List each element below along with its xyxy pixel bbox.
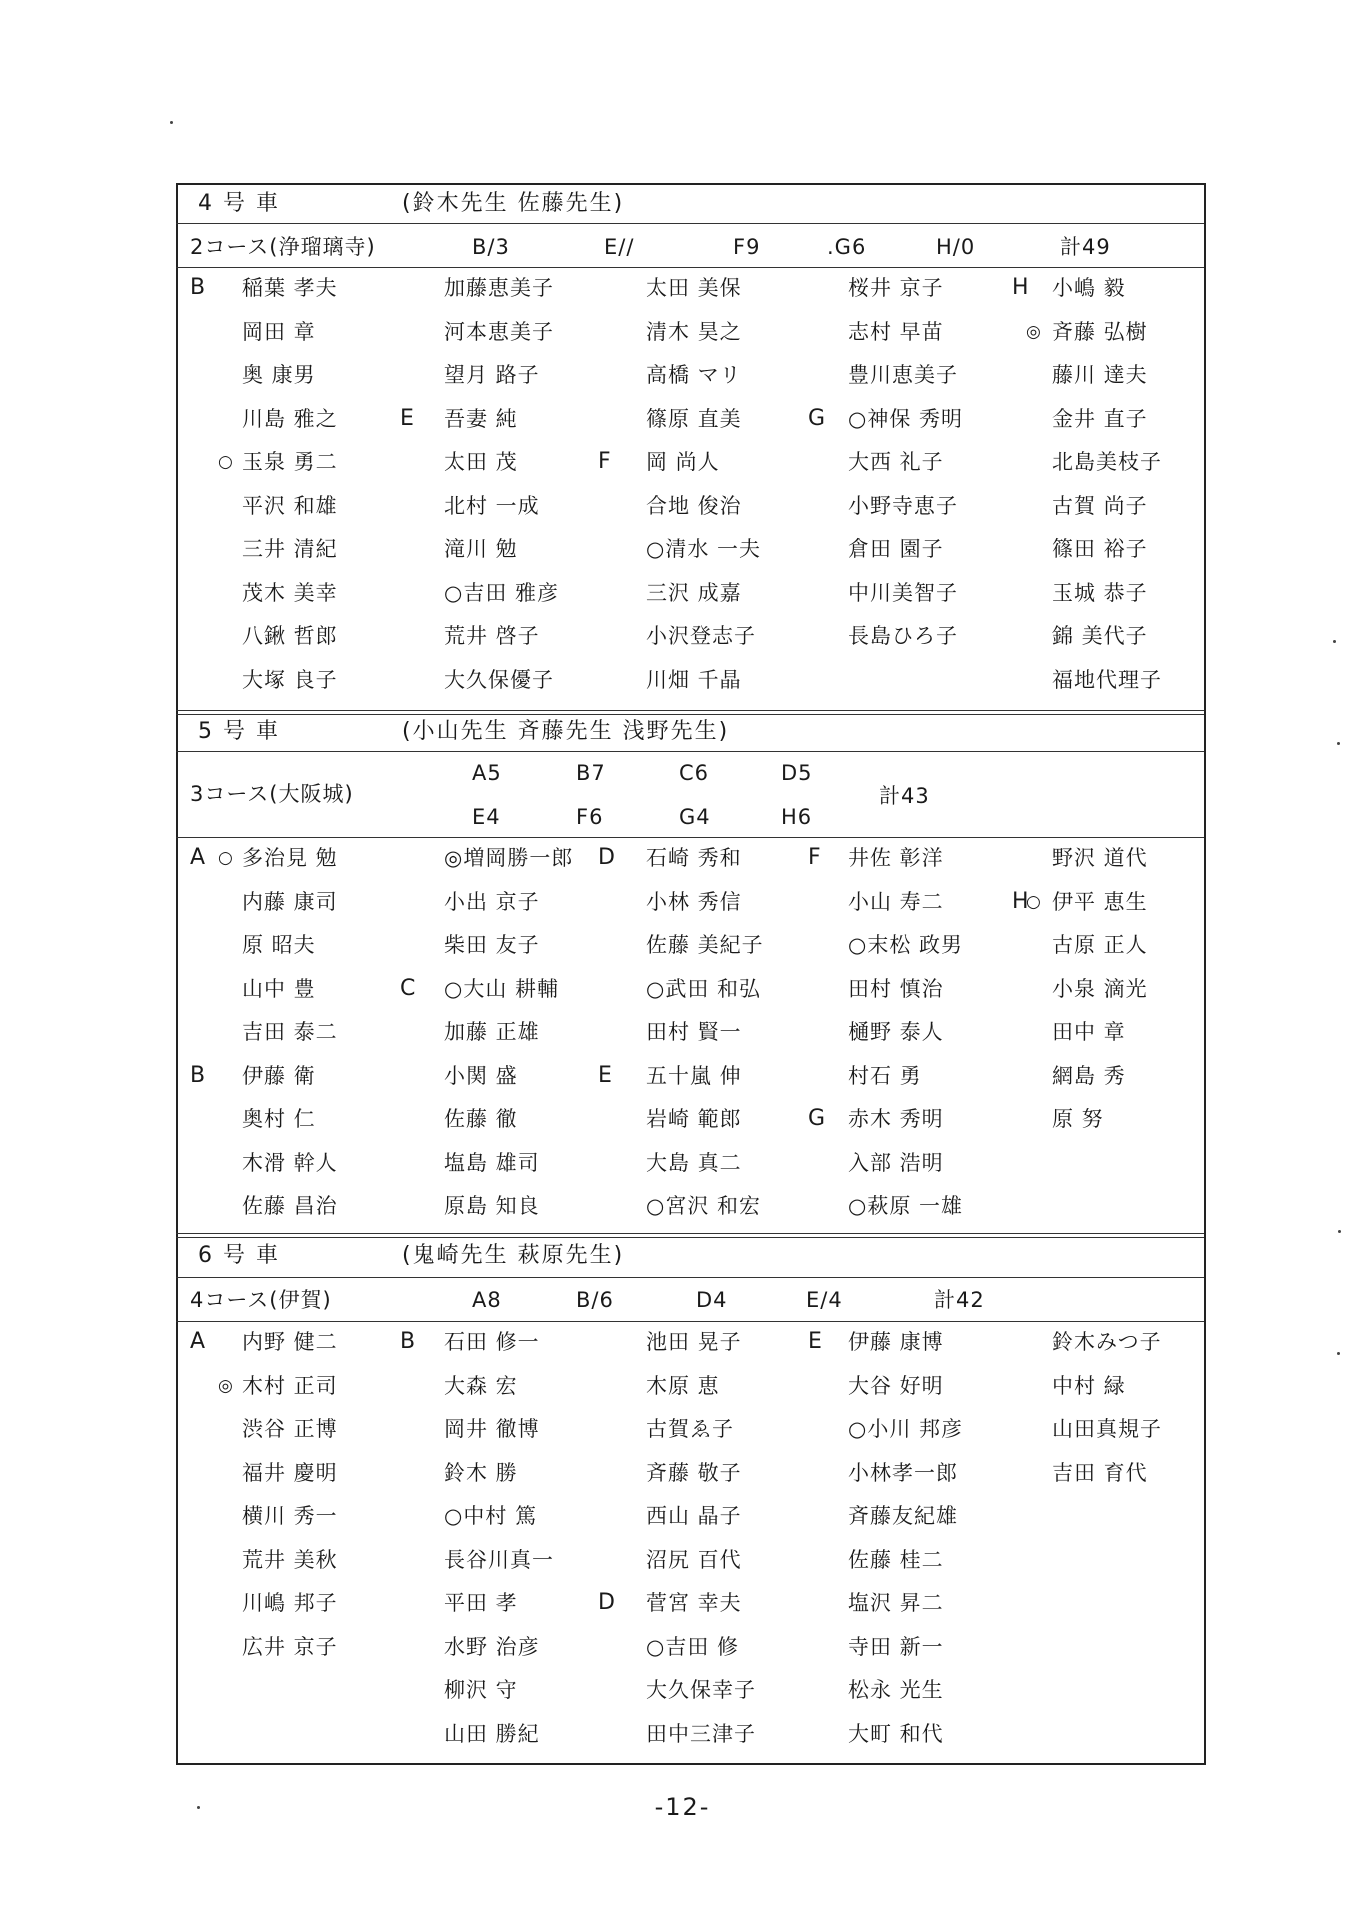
student-name: ○末松 政男	[848, 933, 963, 957]
student-name: 西山 晶子	[646, 1504, 742, 1528]
car-title: 5 号 車	[198, 719, 280, 744]
student-name: 小泉 滴光	[1052, 976, 1148, 1001]
group-letter: E	[400, 405, 414, 431]
teachers: (鈴木先生 佐藤先生)	[402, 191, 625, 216]
count-item: D5	[781, 761, 813, 785]
student-name: 長島ひろ子	[848, 624, 958, 648]
leader-mark: ○	[218, 848, 233, 868]
student-name: ○中村 篤	[444, 1504, 537, 1528]
student-name: 内藤 康司	[242, 889, 338, 914]
student-name: 原 昭夫	[242, 933, 316, 957]
student-name: 小関 盛	[444, 1063, 518, 1088]
student-name: 福地代理子	[1052, 667, 1162, 692]
scan-speck	[197, 1806, 200, 1809]
student-name: 石田 修一	[444, 1330, 540, 1354]
student-name: 川畑 千晶	[646, 667, 742, 692]
student-name: 大谷 好明	[848, 1373, 944, 1398]
count-item: .G6	[827, 235, 867, 259]
student-name: 茂木 美幸	[242, 580, 338, 605]
group-letter: B	[400, 1329, 416, 1354]
group-letter: F	[598, 449, 611, 474]
student-name: 藤川 達夫	[1052, 363, 1148, 387]
student-name: 鈴木みつ子	[1052, 1330, 1162, 1354]
student-name: 八鍬 哲郎	[242, 624, 338, 648]
count-item: B7	[576, 761, 606, 785]
count-item: F9	[733, 235, 761, 259]
student-name: 田中 章	[1052, 1020, 1126, 1044]
student-name: 佐藤 桂二	[848, 1547, 944, 1572]
student-name: 高橋 マリ	[646, 363, 742, 387]
group-letter: A	[190, 1329, 206, 1354]
student-name: 清木 昊之	[646, 319, 742, 344]
student-name: 長谷川真一	[444, 1547, 554, 1572]
student-name: 柴田 友子	[444, 933, 540, 957]
car-title: 6 号 車	[198, 1243, 280, 1268]
student-name: 望月 路子	[444, 363, 540, 387]
divider	[176, 267, 1204, 268]
student-name: ○神保 秀明	[848, 406, 963, 431]
student-name: 北島美枝子	[1052, 450, 1162, 474]
student-name: 大西 礼子	[848, 450, 944, 474]
course-title: 2コース(浄瑠璃寺)	[190, 235, 376, 259]
student-name: 渋谷 正博	[242, 1417, 338, 1441]
student-name: 石崎 秀和	[646, 846, 742, 870]
student-name: 小嶋 毅	[1052, 276, 1126, 300]
student-name: 横川 秀一	[242, 1504, 338, 1528]
student-name: 荒井 啓子	[444, 624, 540, 648]
divider	[176, 751, 1204, 752]
student-name: 合地 俊治	[646, 493, 742, 518]
group-letter: D	[598, 845, 615, 870]
group-letter: A	[190, 845, 206, 870]
student-name: 伊平 恵生	[1052, 889, 1148, 914]
student-name: 山田 勝紀	[444, 1721, 540, 1746]
group-letter: B	[190, 1062, 206, 1088]
student-name: 篠田 裕子	[1052, 537, 1148, 561]
scan-speck	[1333, 640, 1336, 643]
student-name: 玉泉 勇二	[242, 450, 338, 474]
student-name: ◎増岡勝一郎	[444, 846, 574, 870]
student-name: 滝川 勉	[444, 537, 518, 561]
count-item: A5	[472, 761, 502, 785]
count-item: E/4	[806, 1288, 843, 1312]
student-name: 金井 直子	[1052, 406, 1148, 431]
student-name: 岡井 徹博	[444, 1417, 540, 1441]
teachers: (鬼崎先生 萩原先生)	[402, 1243, 625, 1268]
student-name: 鈴木 勝	[444, 1460, 518, 1485]
student-name: 太田 美保	[646, 276, 742, 300]
student-name: 伊藤 康博	[848, 1330, 944, 1354]
student-name: 平沢 和雄	[242, 493, 338, 518]
student-name: 斉藤 弘樹	[1052, 319, 1148, 344]
student-name: 川島 雅之	[242, 406, 338, 431]
student-name: ○吉田 修	[646, 1634, 739, 1659]
student-name: 篠原 直美	[646, 406, 742, 431]
teachers: (小山先生 斉藤先生 浅野先生)	[402, 719, 730, 744]
group-letter: E	[598, 1062, 612, 1088]
student-name: 大久保優子	[444, 667, 554, 692]
group-letter: G	[808, 1106, 826, 1131]
student-name: 内野 健二	[242, 1330, 338, 1354]
student-name: 佐藤 美紀子	[646, 933, 764, 957]
count-item: E4	[472, 805, 501, 829]
course-title: 4コース(伊賀)	[190, 1288, 332, 1312]
student-name: 大塚 良子	[242, 667, 338, 692]
count-item: B/6	[576, 1288, 614, 1312]
divider	[176, 837, 1204, 838]
student-name: 太田 茂	[444, 450, 518, 474]
group-letter: H	[1012, 275, 1029, 300]
student-name: 塩沢 昇二	[848, 1591, 944, 1615]
student-name: 古原 正人	[1052, 933, 1148, 957]
student-name: 岩崎 範郎	[646, 1107, 742, 1131]
student-name: 井佐 彰洋	[848, 846, 944, 870]
student-name: 塩島 雄司	[444, 1150, 540, 1175]
student-name: 川嶋 邦子	[242, 1591, 338, 1615]
divider	[176, 223, 1204, 224]
count-item: H6	[781, 805, 813, 829]
student-name: 古賀 尚子	[1052, 493, 1148, 518]
student-name: 小林 秀信	[646, 889, 742, 914]
count-item: C6	[679, 761, 710, 785]
student-name: 木滑 幹人	[242, 1150, 338, 1175]
student-name: 稲葉 孝夫	[242, 276, 338, 300]
student-name: 伊藤 衛	[242, 1063, 316, 1088]
student-name: 倉田 園子	[848, 537, 944, 561]
student-name: ○清水 一夫	[646, 537, 761, 561]
student-name: 田中三津子	[646, 1721, 756, 1746]
student-name: 小山 寿二	[848, 889, 944, 914]
student-name: 豊川恵美子	[848, 363, 958, 387]
scan-speck	[1338, 1230, 1341, 1233]
student-name: 吾妻 純	[444, 406, 518, 431]
student-name: 山田真規子	[1052, 1417, 1162, 1441]
count-item: G4	[679, 805, 711, 829]
student-name: 古賀ゑ子	[646, 1417, 734, 1441]
student-name: 五十嵐 伸	[646, 1063, 742, 1088]
divider	[176, 1321, 1204, 1322]
student-name: 三井 清紀	[242, 537, 338, 561]
student-name: 中川美智子	[848, 580, 958, 605]
student-name: ○萩原 一雄	[848, 1194, 963, 1218]
student-name: 村石 勇	[848, 1063, 922, 1088]
count-item: A8	[472, 1288, 502, 1312]
student-name: 玉城 恭子	[1052, 580, 1148, 605]
student-name: 池田 晃子	[646, 1330, 742, 1354]
student-name: 網島 秀	[1052, 1063, 1126, 1088]
student-name: 大久保幸子	[646, 1678, 756, 1702]
student-name: 吉田 泰二	[242, 1020, 338, 1044]
student-name: 平田 孝	[444, 1591, 518, 1615]
roster-sheet	[176, 183, 1204, 1763]
course-title: 3コース(大阪城)	[190, 782, 354, 806]
group-letter: C	[400, 975, 416, 1001]
student-name: 小野寺恵子	[848, 493, 958, 518]
car-title: 4 号 車	[198, 191, 280, 216]
student-name: 小林孝一郎	[848, 1460, 958, 1485]
student-name: 野沢 道代	[1052, 846, 1148, 870]
student-name: 福井 慶明	[242, 1460, 338, 1485]
student-name: 小出 京子	[444, 889, 540, 914]
student-name: 大森 宏	[444, 1373, 518, 1398]
group-letter: E	[808, 1329, 822, 1354]
student-name: 河本恵美子	[444, 319, 554, 344]
student-name: 赤木 秀明	[848, 1107, 944, 1131]
student-name: 岡 尚人	[646, 450, 720, 474]
student-name: 志村 早苗	[848, 319, 944, 344]
count-total: 計49	[1060, 235, 1111, 259]
divider	[176, 1233, 1204, 1238]
student-name: 中村 緑	[1052, 1373, 1126, 1398]
student-name: 山中 豊	[242, 976, 316, 1001]
student-name: 北村 一成	[444, 493, 540, 518]
student-name: 吉田 育代	[1052, 1460, 1148, 1485]
student-name: ○武田 和弘	[646, 976, 761, 1001]
group-letter: B	[190, 275, 206, 300]
count-item: B/3	[472, 235, 510, 259]
leader-mark: ◎	[218, 1375, 233, 1396]
scan-speck	[1337, 742, 1340, 745]
divider	[176, 1277, 1204, 1278]
student-name: 松永 光生	[848, 1678, 944, 1702]
student-name: 木村 正司	[242, 1373, 338, 1398]
student-name: 水野 治彦	[444, 1634, 540, 1659]
student-name: 荒井 美秋	[242, 1547, 338, 1572]
student-name: 柳沢 守	[444, 1678, 518, 1702]
student-name: 岡田 章	[242, 319, 316, 344]
count-item: F6	[576, 805, 604, 829]
count-total: 計43	[879, 784, 930, 808]
student-name: 多治見 勉	[242, 846, 338, 870]
student-name: 三沢 成嘉	[646, 580, 742, 605]
student-name: ○宮沢 和宏	[646, 1194, 761, 1218]
count-total: 計42	[934, 1288, 985, 1312]
student-name: 入部 浩明	[848, 1150, 944, 1175]
leader-mark: ◎	[1026, 321, 1041, 342]
student-name: 佐藤 徹	[444, 1107, 518, 1131]
scan-speck	[170, 121, 173, 124]
student-name: 木原 恵	[646, 1373, 720, 1398]
student-name: 加藤恵美子	[444, 276, 554, 300]
student-name: 大島 真二	[646, 1150, 742, 1175]
student-name: 菅宮 幸夫	[646, 1591, 742, 1615]
count-item: D4	[696, 1288, 728, 1312]
student-name: 田村 慎治	[848, 976, 944, 1001]
student-name: 樋野 泰人	[848, 1020, 944, 1044]
student-name: 加藤 正雄	[444, 1020, 540, 1044]
student-name: 沼尻 百代	[646, 1547, 742, 1572]
group-letter: D	[598, 1590, 615, 1615]
student-name: ○吉田 雅彦	[444, 580, 559, 605]
student-name: ○大山 耕輔	[444, 976, 559, 1001]
scan-speck	[1337, 1352, 1340, 1355]
student-name: 佐藤 昌治	[242, 1194, 338, 1218]
group-letter: F	[808, 845, 821, 870]
student-name: 斉藤 敬子	[646, 1460, 742, 1485]
student-name: 小沢登志子	[646, 624, 756, 648]
student-name: 原島 知良	[444, 1194, 540, 1218]
count-item: H/0	[936, 235, 976, 259]
group-letter: H	[1012, 888, 1029, 914]
student-name: 大町 和代	[848, 1721, 944, 1746]
student-name: 寺田 新一	[848, 1634, 944, 1659]
student-name: 原 努	[1052, 1107, 1104, 1131]
student-name: 斉藤友紀雄	[848, 1504, 958, 1528]
student-name: 奥 康男	[242, 363, 316, 387]
student-name: 桜井 京子	[848, 276, 944, 300]
student-name: 広井 京子	[242, 1634, 338, 1659]
divider	[176, 710, 1204, 715]
page-number: -12-	[654, 1793, 711, 1821]
leader-mark: ○	[218, 452, 233, 472]
group-letter: G	[808, 405, 826, 431]
student-name: 錦 美代子	[1052, 624, 1148, 648]
count-item: E//	[604, 235, 635, 259]
student-name: ○小川 邦彦	[848, 1417, 963, 1441]
student-name: 田村 賢一	[646, 1020, 742, 1044]
student-name: 奥村 仁	[242, 1107, 316, 1131]
leader-mark: ○	[1026, 891, 1041, 912]
